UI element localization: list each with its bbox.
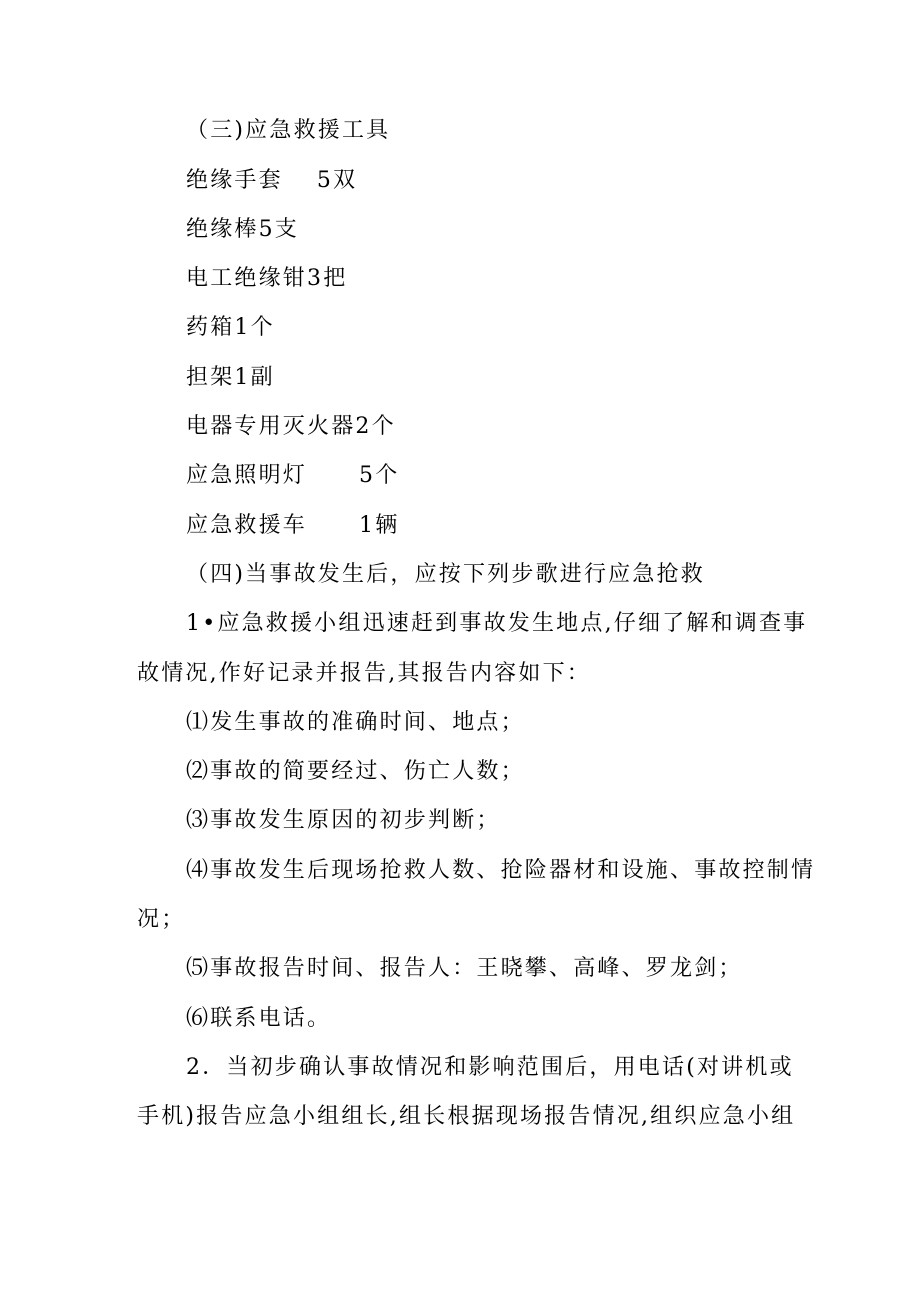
tool-item: 担架1副 [186, 365, 275, 390]
report-item: ⑷事故发生后现场抢救人数、抢险器材和设施、事故控制情 [186, 858, 816, 883]
step2-line2: 手机)报告应急小组组长,组长根据现场报告情况,组织应急小组 [137, 1104, 796, 1129]
report-item: ⑸事故报告时间、报告人：王晓攀、高峰、罗龙剑； [186, 956, 743, 981]
tool-item: 药箱1个 [186, 315, 275, 340]
tool-item: 绝缘棒5支 [186, 217, 299, 242]
tool-name: 应急救援车 [186, 513, 308, 538]
report-item-continuation: 况； [137, 907, 186, 932]
step2-line1: 2．当初步确认事故情况和影响范围后，用电话(对讲机或 [186, 1055, 794, 1080]
tool-quantity: 1辆 [359, 513, 400, 538]
tool-name: 绝缘手套 [186, 168, 283, 193]
tool-item [186, 461, 399, 491]
tool-item [186, 511, 399, 541]
step1-line2: 故情况,作好记录并报告,其报告内容如下： [137, 661, 591, 686]
report-item: ⑵事故的简要经过、伤亡人数； [186, 759, 525, 784]
steps-heading: （四)当事故发生后，应按下列步歌进行应急抢救 [186, 562, 705, 587]
tools-heading: （三)应急救援工具 [186, 118, 391, 143]
tool-item: 电器专用灭火器2个 [186, 414, 396, 439]
report-item: ⑴发生事故的准确时间、地点； [186, 710, 525, 735]
tool-quantity: 5双 [316, 168, 358, 193]
tool-item: 电工绝缘钳3把 [186, 266, 348, 291]
step1-line1: 1•应急救援小组迅速赶到事故发生地点,仔细了解和调查事 [186, 611, 808, 636]
tool-name: 应急照明灯 [186, 463, 308, 488]
report-item: ⑶事故发生原因的初步判断； [186, 808, 501, 833]
tool-quantity: 5个 [359, 463, 400, 488]
tool-item [186, 166, 357, 196]
report-item: ⑹联系电话。 [186, 1006, 332, 1031]
